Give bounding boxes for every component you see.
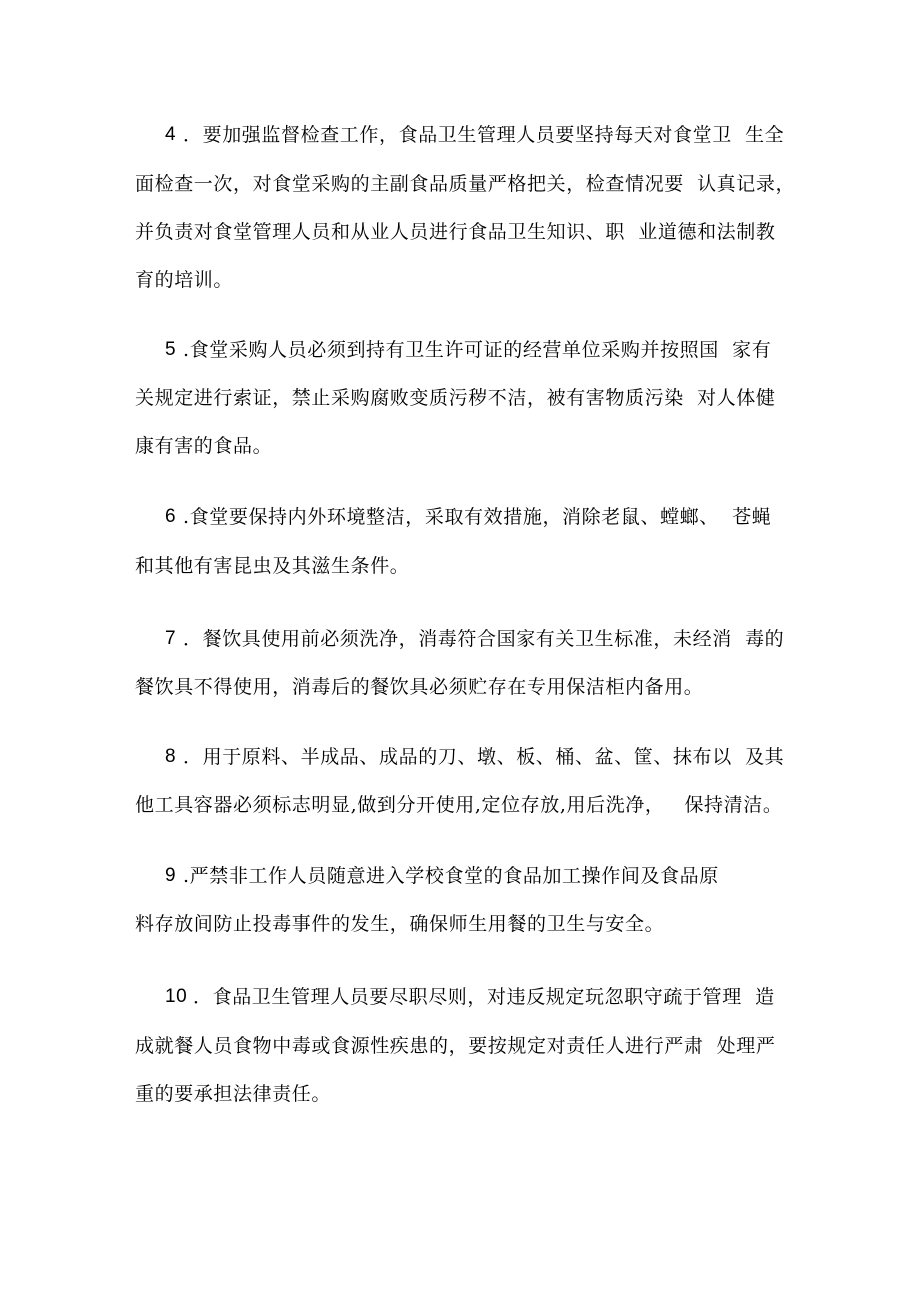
item-line: ．食品卫生管理人员要尽职尽则，对违反规定玩忽职守疏于管理 造 bbox=[193, 986, 775, 1008]
item-line: .食堂采购人员必须到持有卫生许可证的经营单位采购并按照国 家有 bbox=[183, 339, 772, 361]
item-line: ．餐饮具使用前必须洗净，消毒符合国家有关卫生标准，未经消 毒的 bbox=[183, 628, 785, 650]
item-line: 育的培训。 bbox=[135, 269, 234, 291]
item-line: 面检查一次，对食堂采购的主副食品质量严格把关，检查情况要 认真记录， bbox=[135, 173, 796, 195]
item-line: ．用于原料、半成品、成品的刀、墩、板、桶、盆、筐、抹布以 及其 bbox=[183, 746, 785, 768]
item-line: 重的要承担法律责任。 bbox=[135, 1083, 332, 1105]
item-number: 7 bbox=[165, 628, 177, 649]
item-number: 9 bbox=[165, 865, 177, 886]
item-line: 和其他有害昆虫及其滋生条件。 bbox=[135, 555, 410, 577]
item-number: 10 bbox=[165, 986, 188, 1007]
item-number: 4 bbox=[165, 124, 177, 145]
item-line: 并负责对食堂管理人员和从业人员进行食品卫生知识、职 业道德和法制教 bbox=[135, 221, 776, 243]
item-number: 5 bbox=[165, 339, 177, 360]
item-line: .食堂要保持内外环境整洁，采取有效措施，消除老鼠、螳螂、 苍蝇 bbox=[183, 506, 772, 528]
item-line: ．要加强监督检查工作，食品卫生管理人员要坚持每天对食堂卫 生全 bbox=[183, 124, 785, 146]
item-line: 料存放间防止投毒事件的发生，确保师生用餐的卫生与安全。 bbox=[135, 913, 665, 935]
item-number: 6 bbox=[165, 506, 177, 527]
item-line: 康有害的食品。 bbox=[135, 435, 273, 457]
item-line: .严禁非工作人员随意进入学校食堂的食品加工操作间及食品原 bbox=[183, 865, 719, 887]
item-number: 8 bbox=[165, 746, 177, 767]
item-line: 成就餐人员食物中毒或食源性疾患的，要按规定对责任人进行严肃 处理严 bbox=[135, 1035, 776, 1057]
item-line: 餐饮具不得使用，消毒后的餐饮具必须贮存在专用保洁柜内备用。 bbox=[135, 676, 704, 698]
item-line: 他工具容器必须标志明显,做到分开使用,定位存放,用后洗净， 保持清洁。 bbox=[135, 794, 783, 816]
item-line: 关规定进行索证，禁止采购腐败变质污秽不洁，被有害物质污染 对人体健 bbox=[135, 387, 776, 409]
